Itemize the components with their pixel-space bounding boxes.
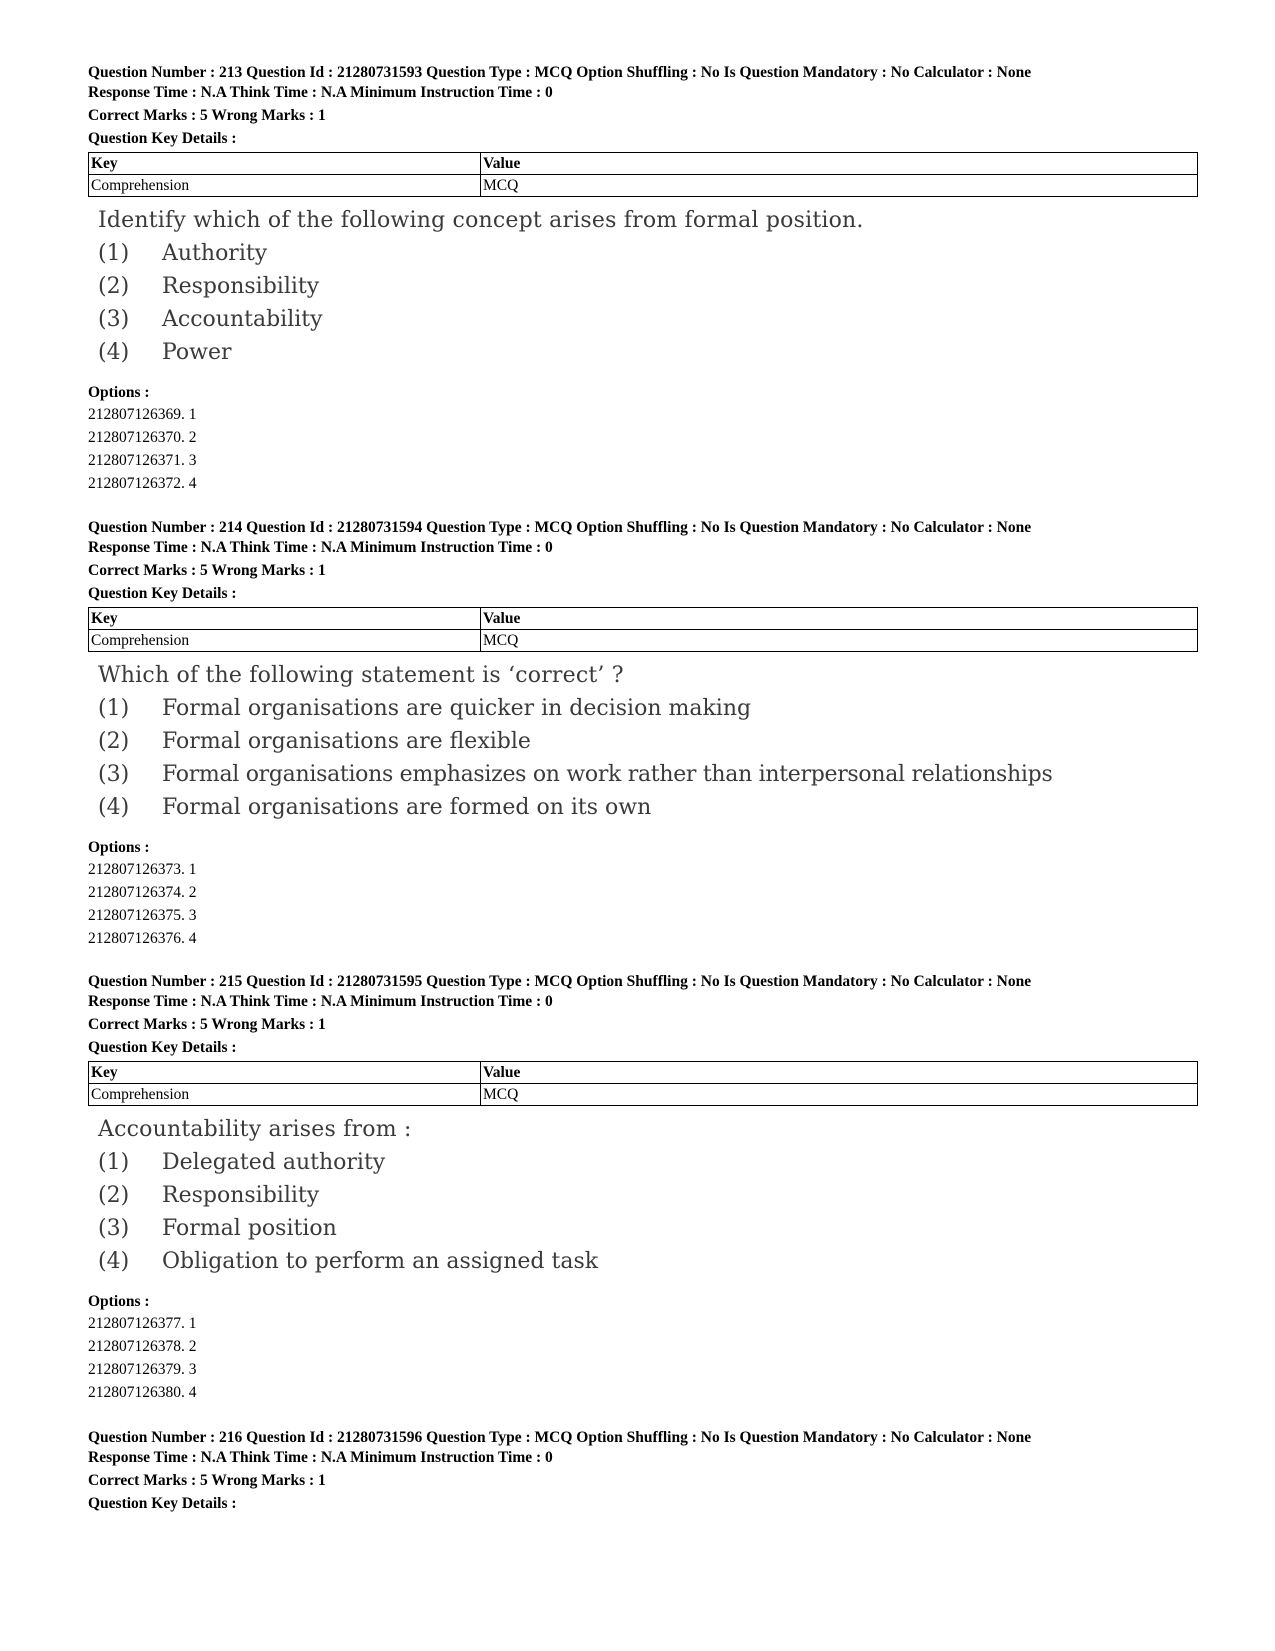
table-header-row <box>89 608 1198 630</box>
table-header-row <box>89 1062 1198 1084</box>
question-stem: Which of the following statement is ‘correct’ ? <box>98 663 624 688</box>
choice-number: (3) <box>98 1216 130 1241</box>
choice-item <box>98 237 1198 270</box>
question-block-214 <box>88 518 1198 950</box>
table-header-key: Key <box>89 153 481 175</box>
table-header-value: Value <box>481 153 1198 175</box>
choice-item <box>98 725 1198 758</box>
option-id-line: 212807126376. 4 <box>88 930 197 947</box>
table-cell-value: MCQ <box>481 175 1198 197</box>
table-row <box>89 175 1198 197</box>
option-id-line: 212807126375. 3 <box>88 907 197 924</box>
choice-item <box>98 270 1198 303</box>
choice-item <box>98 303 1198 336</box>
options-label: Options : <box>88 839 150 856</box>
table-header-row <box>89 153 1198 175</box>
option-id-line: 212807126379. 3 <box>88 1361 197 1378</box>
choice-text: Formal organisations emphasizes on work rather than interpersonal relationships <box>162 762 1053 787</box>
choice-number: (1) <box>98 696 130 721</box>
choice-item <box>98 1146 1198 1179</box>
choice-text: Formal organisations are quicker in decision making <box>162 696 752 721</box>
choice-text: Delegated authority <box>162 1150 386 1175</box>
option-id-line: 212807126378. 2 <box>88 1338 197 1355</box>
choice-item <box>98 692 1198 725</box>
question-stem-image <box>98 205 1198 369</box>
key-details-label: Question Key Details : <box>88 1039 237 1056</box>
choice-number: (1) <box>98 1150 130 1175</box>
choice-item <box>98 1245 1198 1278</box>
options-label: Options : <box>88 1293 150 1310</box>
option-id-line: 212807126369. 1 <box>88 406 197 423</box>
question-stem-image <box>98 660 1198 824</box>
choice-number: (1) <box>98 241 130 266</box>
question-block-213 <box>88 63 1198 495</box>
question-marks: Correct Marks : 5 Wrong Marks : 1 <box>88 1016 326 1033</box>
table-row <box>89 1084 1198 1106</box>
question-timing-line: Response Time : N.A Think Time : N.A Minimum Instruction Time : 0 <box>88 1449 553 1466</box>
option-id-line: 212807126380. 4 <box>88 1384 197 1401</box>
choice-text: Responsibility <box>162 1183 320 1208</box>
key-details-label: Question Key Details : <box>88 585 237 602</box>
choice-number: (2) <box>98 1183 130 1208</box>
choice-number: (4) <box>98 795 130 820</box>
question-meta-line: Question Number : 214 Question Id : 21280731594 Question Type : MCQ Option Shuffling : No Is Question Mandatory : No Calculator : None <box>88 519 1032 536</box>
table-header-key: Key <box>89 1062 481 1084</box>
choice-text: Responsibility <box>162 274 320 299</box>
choice-text: Authority <box>162 241 268 266</box>
table-cell-key: Comprehension <box>89 175 481 197</box>
table-header-value: Value <box>481 1062 1198 1084</box>
table-cell-key: Comprehension <box>89 630 481 652</box>
choice-text: Formal organisations are formed on its own <box>162 795 652 820</box>
question-marks: Correct Marks : 5 Wrong Marks : 1 <box>88 562 326 579</box>
question-meta-line: Question Number : 215 Question Id : 21280731595 Question Type : MCQ Option Shuffling : No Is Question Mandatory : No Calculator : None <box>88 973 1032 990</box>
question-timing-line: Response Time : N.A Think Time : N.A Minimum Instruction Time : 0 <box>88 84 553 101</box>
table-row <box>89 630 1198 652</box>
question-block-215 <box>88 972 1198 1404</box>
choice-number: (2) <box>98 274 130 299</box>
choice-number: (2) <box>98 729 130 754</box>
table-header-key: Key <box>89 608 481 630</box>
question-marks: Correct Marks : 5 Wrong Marks : 1 <box>88 1472 326 1489</box>
choice-number: (4) <box>98 340 130 365</box>
choice-item <box>98 336 1198 369</box>
key-value-table <box>88 607 1198 652</box>
key-value-table <box>88 1061 1198 1106</box>
question-meta-line: Question Number : 216 Question Id : 21280731596 Question Type : MCQ Option Shuffling : No Is Question Mandatory : No Calculator : None <box>88 1429 1032 1446</box>
choice-number: (3) <box>98 762 130 787</box>
option-id-line: 212807126374. 2 <box>88 884 197 901</box>
option-id-line: 212807126372. 4 <box>88 475 197 492</box>
table-cell-key: Comprehension <box>89 1084 481 1106</box>
choice-text: Formal organisations are flexible <box>162 729 531 754</box>
choice-item <box>98 791 1198 824</box>
table-cell-value: MCQ <box>481 630 1198 652</box>
question-timing-line: Response Time : N.A Think Time : N.A Minimum Instruction Time : 0 <box>88 539 553 556</box>
options-label: Options : <box>88 384 150 401</box>
question-meta-line: Question Number : 213 Question Id : 21280731593 Question Type : MCQ Option Shuffling : No Is Question Mandatory : No Calculator : None <box>88 64 1032 81</box>
choice-text: Accountability <box>162 307 323 332</box>
table-cell-value: MCQ <box>481 1084 1198 1106</box>
option-id-line: 212807126371. 3 <box>88 452 197 469</box>
option-id-line: 212807126373. 1 <box>88 861 197 878</box>
choice-item <box>98 758 1198 791</box>
option-id-line: 212807126377. 1 <box>88 1315 197 1332</box>
choice-number: (3) <box>98 307 130 332</box>
option-id-line: 212807126370. 2 <box>88 429 197 446</box>
table-header-value: Value <box>481 608 1198 630</box>
question-stem: Identify which of the following concept arises from formal position. <box>98 208 864 233</box>
question-timing-line: Response Time : N.A Think Time : N.A Minimum Instruction Time : 0 <box>88 993 553 1010</box>
choice-item <box>98 1179 1198 1212</box>
question-stem: Accountability arises from : <box>98 1117 412 1142</box>
key-value-table <box>88 152 1198 197</box>
choice-item <box>98 1212 1198 1245</box>
key-details-label: Question Key Details : <box>88 130 237 147</box>
choice-number: (4) <box>98 1249 130 1274</box>
question-marks: Correct Marks : 5 Wrong Marks : 1 <box>88 107 326 124</box>
choice-text: Power <box>162 340 232 365</box>
choice-text: Obligation to perform an assigned task <box>162 1249 599 1274</box>
question-block-216 <box>88 1428 1031 1514</box>
choice-text: Formal position <box>162 1216 337 1241</box>
key-details-label: Question Key Details : <box>88 1495 237 1512</box>
question-stem-image <box>98 1114 1198 1278</box>
